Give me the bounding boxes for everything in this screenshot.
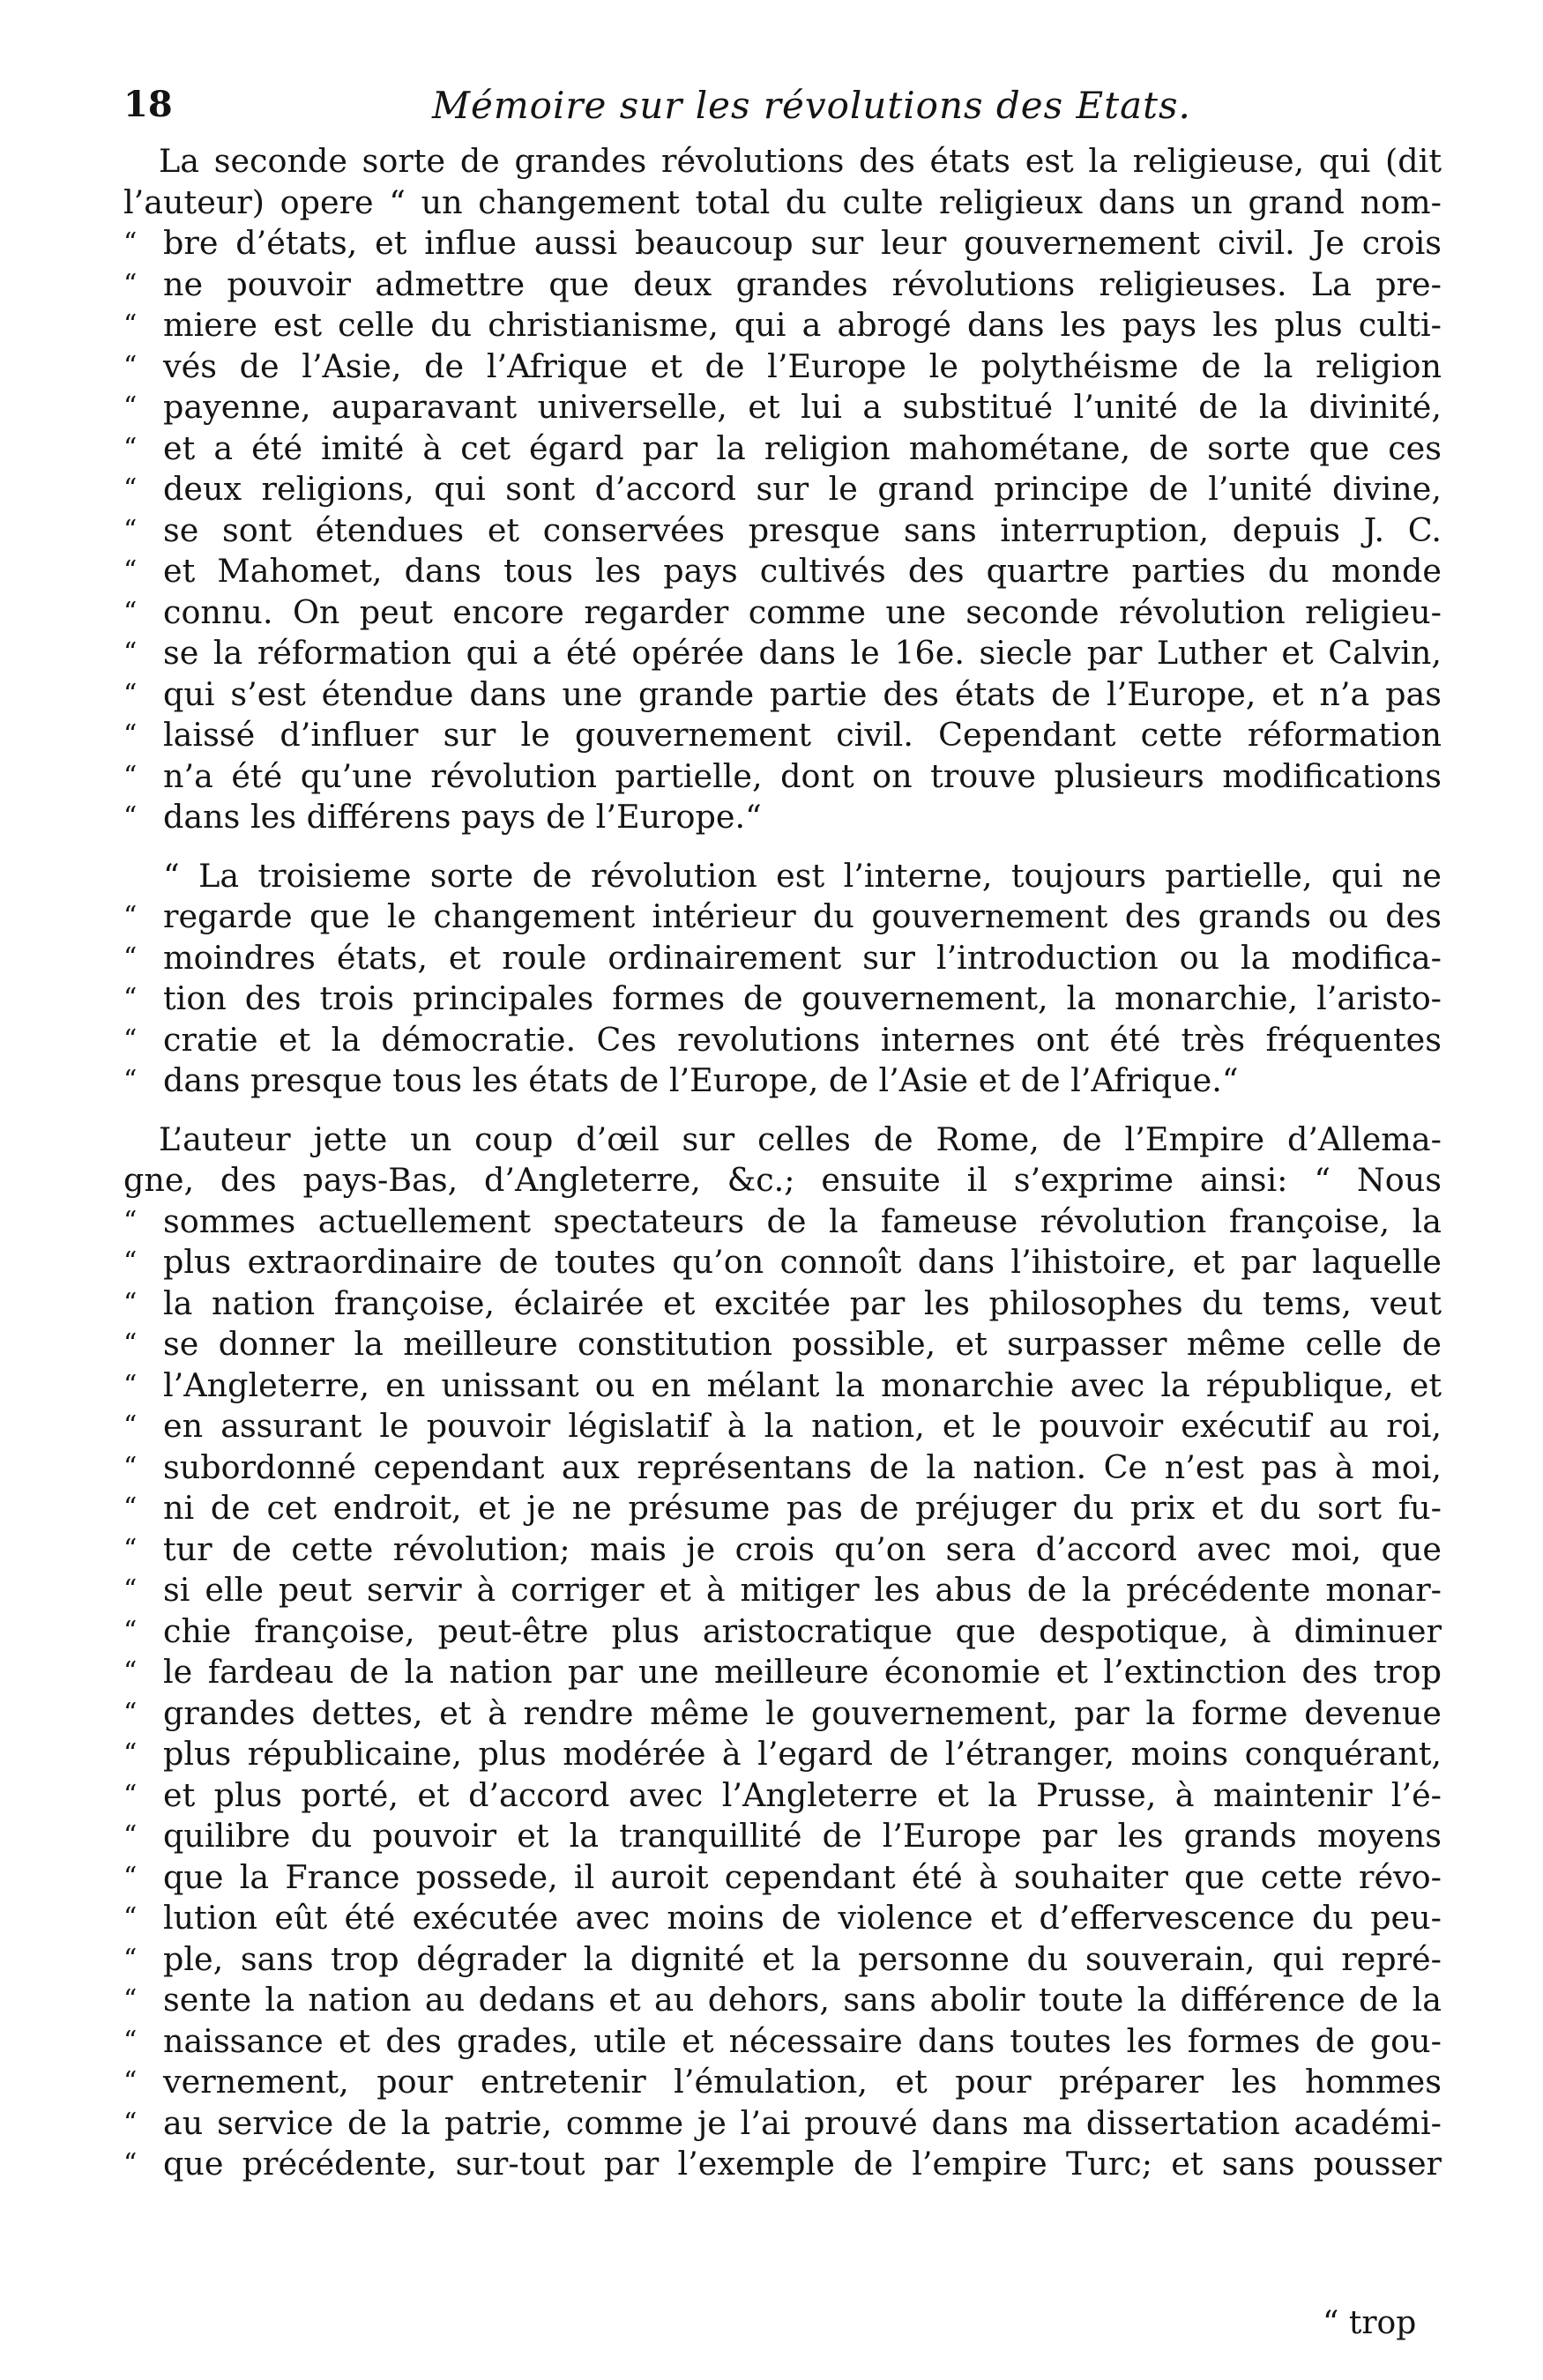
quote-mark: “	[123, 514, 138, 546]
text-line	[123, 1020, 1442, 1061]
line-text: l’Angleterre, en unissant ou en mélant la monarchie avec la république, et	[163, 1365, 1442, 1404]
text-line	[123, 1365, 1442, 1407]
quote-mark: “	[123, 473, 138, 504]
text-line	[123, 2062, 1442, 2103]
text-line	[123, 305, 1442, 346]
line-text: moindres états, et roule ordinairement sur l’introduction ou la modifica-	[163, 938, 1442, 977]
line-text: “ La troisieme sorte de révolution est l’interne, toujours partielle, qui ne	[163, 856, 1442, 895]
line-text: gne, des pays-Bas, d’Angleterre, &c.; ensuite il s’exprime ainsi: “ Nous	[123, 1161, 1442, 1199]
text-line	[123, 592, 1442, 634]
quote-mark: “	[123, 432, 138, 464]
line-text: tur de cette révolution; mais je crois qu’on sera d’accord avec moi, que	[163, 1529, 1442, 1568]
running-title: Mémoire sur les révolutions des Etats.	[432, 84, 1191, 127]
quote-mark: “	[123, 1820, 138, 1851]
text-line	[123, 1816, 1442, 1857]
line-text: tion des trois principales formes de gouvernement, la monarchie, l’aristo-	[163, 979, 1442, 1017]
text-line	[123, 978, 1442, 1020]
page-number: 18	[123, 84, 173, 125]
quote-mark: “	[123, 1779, 138, 1811]
line-text: qui s’est étendue dans une grande partie des états de l’Europe, et n’a pas	[163, 674, 1442, 713]
quote-mark: “	[123, 596, 138, 628]
text-line	[123, 1857, 1442, 1899]
quote-mark: “	[123, 1656, 138, 1687]
quote-mark: “	[123, 637, 138, 668]
text-line	[123, 223, 1442, 264]
line-text: sommes actuellement spectateurs de la fameuse révolution françoise, la	[163, 1201, 1442, 1240]
line-text: si elle peut servir à corriger et à mitiger les abus de la précédente monar-	[163, 1571, 1442, 1609]
line-text: miere est celle du christianisme, qui a abrogé dans les pays les plus culti-	[163, 306, 1442, 344]
quote-mark: “	[123, 760, 138, 792]
quote-mark: “	[123, 1902, 138, 1933]
line-text: ple, sans trop dégrader la dignité et la personne du souverain, qui repré-	[163, 1939, 1442, 1978]
line-text: L’auteur jette un coup d’œil sur celles de Rome, de l’Empire d’Allema-	[159, 1119, 1442, 1158]
quote-mark: “	[123, 1328, 138, 1359]
quote-mark: “	[123, 309, 138, 340]
quote-mark: “	[123, 1205, 138, 1237]
quote-mark: “	[123, 1246, 138, 1277]
text-line	[123, 1898, 1442, 1939]
line-text: ni de cet endroit, et je ne présume pas de préjuger du prix et du sort fu-	[163, 1489, 1442, 1527]
text-line	[123, 715, 1442, 756]
text-line	[123, 1119, 1442, 1161]
text-line	[123, 1939, 1442, 1981]
line-text: l’auteur) opere “ un changement total du culte religieux dans un grand nom-	[123, 182, 1442, 221]
text-line	[123, 674, 1442, 716]
text-line	[123, 2144, 1442, 2185]
line-text: La seconde sorte de grandes révolutions des états est la religieuse, qui (dit	[159, 142, 1442, 180]
line-text: subordonné cependant aux représentans de la nation. Ce n’est pas à moi,	[163, 1447, 1442, 1486]
text-line	[123, 1693, 1442, 1735]
line-text: deux religions, qui sont d’accord sur le grand principe de l’unité divine,	[163, 470, 1442, 508]
line-text: la nation françoise, éclairée et excitée par les philosophes du tems, veut	[163, 1283, 1442, 1322]
quote-mark: “	[123, 350, 138, 382]
quote-mark: “	[123, 1615, 138, 1647]
line-text: et plus porté, et d’accord avec l’Angleterre et la Prusse, à maintenir l’é-	[163, 1775, 1442, 1814]
line-text: se donner la meilleure constitution possible, et surpasser même celle de	[163, 1325, 1442, 1363]
quote-mark: “	[123, 2107, 138, 2138]
quote-mark: “	[123, 227, 138, 258]
text-line	[123, 1570, 1442, 1611]
quote-mark: “	[123, 719, 138, 750]
text-line	[123, 469, 1442, 510]
quote-mark: “	[123, 1287, 138, 1319]
text-line	[123, 1406, 1442, 1447]
line-text: vés de l’Asie, de l’Afrique et de l’Europe le polythéisme de la religion	[163, 346, 1442, 385]
text-line	[123, 896, 1442, 938]
line-text: grandes dettes, et à rendre même le gouvernement, par la forme devenue	[163, 1693, 1442, 1732]
text-line	[123, 2021, 1442, 2063]
quote-mark: “	[123, 1738, 138, 1769]
quote-mark: “	[123, 2025, 138, 2056]
line-text: n’a été qu’une révolution partielle, dont on trouve plusieurs modifications	[163, 756, 1442, 795]
text-line	[123, 856, 1442, 897]
line-text: plus républicaine, plus modérée à l’egard de l’étranger, moins conquérant,	[163, 1735, 1442, 1773]
text-line	[123, 1242, 1442, 1283]
line-text: se sont étendues et conservées presque sans interruption, depuis J. C.	[163, 510, 1442, 549]
quote-mark: “	[123, 678, 138, 710]
text-line	[123, 1324, 1442, 1365]
quote-mark: “	[123, 268, 138, 300]
text-line	[123, 633, 1442, 674]
line-text: que précédente, sur-tout par l’exemple de l’empire Turc; et sans pousser	[163, 2145, 1442, 2183]
line-text: vernement, pour entretenir l’émulation, et pour préparer les hommes	[163, 2063, 1442, 2101]
text-line	[123, 2103, 1442, 2145]
text-line	[123, 1775, 1442, 1817]
quote-mark: “	[123, 1984, 138, 2015]
quote-mark: “	[123, 1451, 138, 1483]
text-line	[123, 510, 1442, 552]
running-head	[123, 84, 1437, 137]
line-text: cratie et la démocratie. Ces revolutions internes ont été très fréquentes	[163, 1020, 1442, 1059]
quote-mark: “	[123, 801, 138, 832]
quote-mark: “	[123, 1065, 138, 1096]
text-line	[123, 1980, 1442, 2021]
text-line	[123, 1447, 1442, 1489]
quote-mark: “	[123, 1861, 138, 1893]
line-text: sente la nation au dedans et au dehors, sans abolir toute la différence de la	[163, 1981, 1442, 2019]
text-line	[123, 1160, 1442, 1201]
text-line	[123, 264, 1442, 306]
text-line	[123, 141, 1442, 182]
line-text: le fardeau de la nation par une meilleure économie et l’extinction des trop	[163, 1653, 1442, 1691]
text-line	[123, 551, 1442, 592]
line-text: chie françoise, peut-être plus aristocratique que despotique, à diminuer	[163, 1611, 1442, 1650]
line-text: lution eût été exécutée avec moins de violence et d’effervescence du peu-	[163, 1899, 1442, 1937]
quote-mark: “	[123, 1574, 138, 1605]
text-line	[123, 1734, 1442, 1775]
text-line	[123, 1529, 1442, 1571]
quote-mark: “	[123, 901, 138, 932]
line-text: plus extraordinaire de toutes qu’on connoît dans l’ihistoire, et par laquelle	[163, 1243, 1442, 1281]
text-line	[123, 1060, 1442, 1102]
quote-mark: “	[123, 1369, 138, 1401]
text-line	[123, 1283, 1442, 1325]
catchword: “ trop	[1323, 2305, 1417, 2341]
quote-mark: “	[123, 941, 138, 973]
quote-mark: “	[123, 1943, 138, 1975]
line-text: se la réformation qui a été opérée dans le 16e. siecle par Luther et Calvin,	[163, 634, 1442, 672]
line-text: laissé d’influer sur le gouvernement civil. Cependant cette réformation	[163, 716, 1442, 754]
line-text: bre d’états, et influe aussi beaucoup sur leur gouvernement civil. Je crois	[163, 224, 1442, 262]
quote-mark: “	[123, 1023, 138, 1055]
line-text: au service de la patrie, comme je l’ai prouvé dans ma dissertation académi-	[163, 2103, 1442, 2142]
quote-mark: “	[123, 2148, 138, 2179]
text-line	[123, 797, 1442, 838]
quote-mark: “	[123, 555, 138, 586]
line-text: dans presque tous les états de l’Europe, de l’Asie et de l’Afrique.“	[163, 1061, 1239, 1099]
line-text: ne pouvoir admettre que deux grandes révolutions religieuses. La pre-	[163, 264, 1442, 303]
text-line	[123, 1201, 1442, 1243]
quote-mark: “	[123, 1697, 138, 1729]
line-text: et Mahomet, dans tous les pays cultivés des quartre parties du monde	[163, 552, 1442, 590]
quote-mark: “	[123, 983, 138, 1014]
quote-mark: “	[123, 1533, 138, 1565]
quote-mark: “	[123, 2066, 138, 2097]
line-text: quilibre du pouvoir et la tranquillité de l’Europe par les grands moyens	[163, 1817, 1442, 1855]
text-line	[123, 346, 1442, 388]
text-line	[123, 182, 1442, 224]
quote-mark: “	[123, 1492, 138, 1523]
line-text: en assurant le pouvoir législatif à la nation, et le pouvoir exécutif au roi,	[163, 1407, 1442, 1445]
body-text	[123, 141, 1442, 2185]
line-text: naissance et des grades, utile et nécessaire dans toutes les formes de gou-	[163, 2021, 1442, 2060]
line-text: regarde que le changement intérieur du gouvernement des grands ou des	[163, 897, 1442, 935]
text-line	[123, 938, 1442, 979]
line-text: et a été imité à cet égard par la religion mahométane, de sorte que ces	[163, 428, 1442, 467]
text-line	[123, 1611, 1442, 1653]
quote-mark: “	[123, 1410, 138, 1441]
line-text: connu. On peut encore regarder comme une seconde révolution religieu-	[163, 592, 1442, 631]
line-text: dans les différens pays de l’Europe.“	[163, 798, 762, 836]
text-line	[123, 756, 1442, 798]
quote-mark: “	[123, 391, 138, 422]
text-line	[123, 428, 1442, 470]
text-line	[123, 1652, 1442, 1693]
line-text: payenne, auparavant universelle, et lui a substitué l’unité de la divinité,	[163, 388, 1442, 426]
text-line	[123, 387, 1442, 428]
line-text: que la France possede, il auroit cependant été à souhaiter que cette révo-	[163, 1857, 1442, 1896]
text-line	[123, 1488, 1442, 1529]
